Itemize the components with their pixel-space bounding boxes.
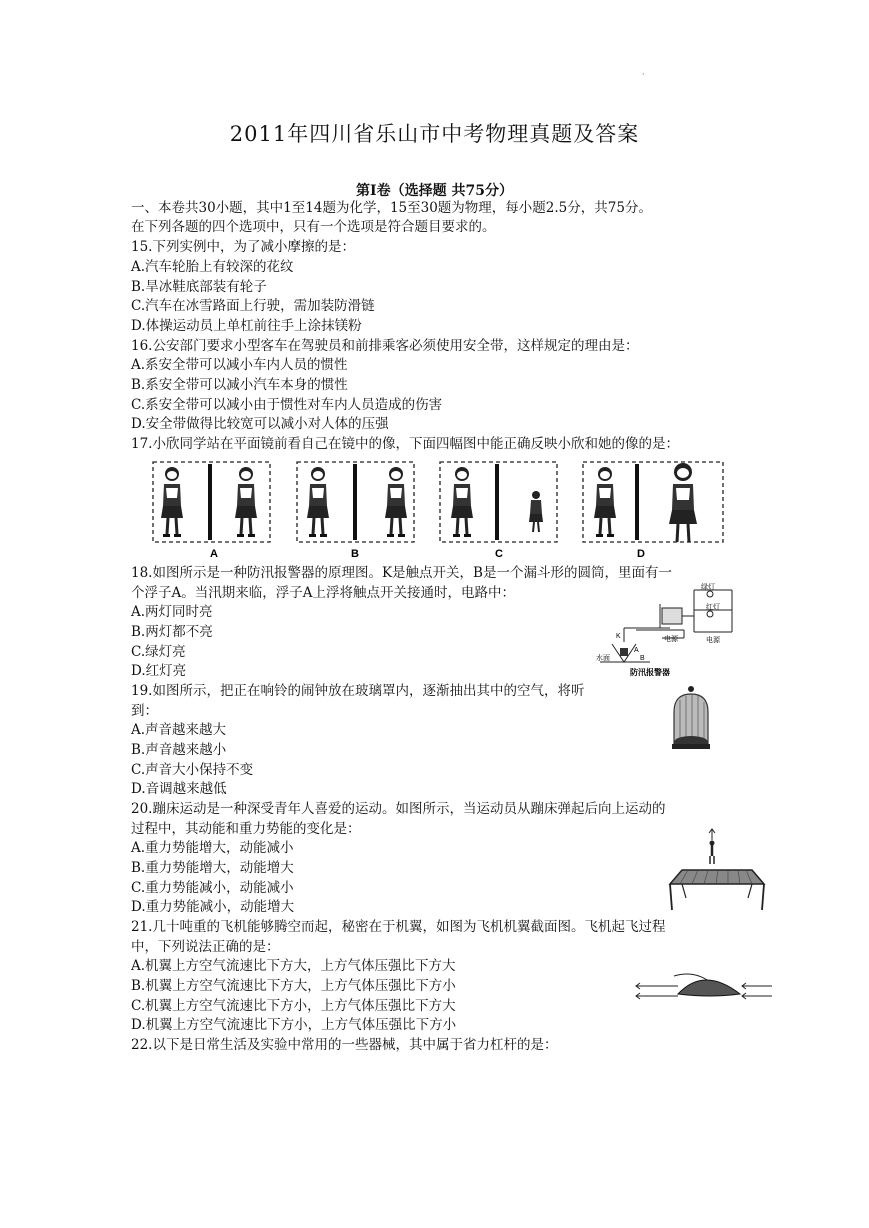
q19-option-a: A.声音越来越大 xyxy=(131,722,227,738)
intro-line-1: 一、本卷共30小题，其中1至14题为化学，15至30题为物理，每小题2.5分，共75分。 xyxy=(131,200,652,216)
section-heading: 第Ⅰ卷（选择题 共75分） xyxy=(356,183,513,199)
q19-option-c: C.声音大小保持不变 xyxy=(131,762,254,778)
q18-option-c: C.绿灯亮 xyxy=(131,644,186,660)
q20-stem-line-1: 20.蹦床运动是一种深受青年人喜爱的运动。如图所示，当运动员从蹦床弹起后向上运动的 xyxy=(131,801,666,817)
intro-line-2: 在下列各题的四个选项中，只有一个选项是符合题目要求的。 xyxy=(131,219,496,235)
q16-option-d: D.安全带做得比较宽可以减小对人体的压强 xyxy=(131,416,389,432)
q19-stem-line-2: 到： xyxy=(131,703,158,719)
q21-stem-line-2: 中，下列说法正确的是： xyxy=(131,939,280,955)
q18-option-d: D.红灯亮 xyxy=(131,663,187,679)
q21-option-c: C.机翼上方空气流速比下方小，上方气体压强比下方大 xyxy=(131,998,456,1014)
q16-option-c: C.系安全带可以减小由于惯性对车内人员造成的伤害 xyxy=(131,397,443,413)
q17-label-c: C xyxy=(495,548,503,560)
q17-panel-b xyxy=(297,462,414,542)
q15-option-c: C.汽车在冰雪路面上行驶，需加装防滑链 xyxy=(131,298,375,314)
q18-label-b: B xyxy=(640,655,645,662)
q20-option-b: B.重力势能增大，动能增大 xyxy=(131,860,294,876)
q20-option-c: C.重力势能减小，动能减小 xyxy=(131,880,294,896)
q17-label-d: D xyxy=(637,548,645,560)
q18-label-power-2: 电源 xyxy=(706,637,720,644)
q18-label-k: K xyxy=(616,633,621,640)
q18-label-water: 水面 xyxy=(596,655,610,662)
q21-option-a: A.机翼上方空气流速比下方大，上方气体压强比下方大 xyxy=(131,958,456,974)
q18-label-a: A xyxy=(634,647,639,654)
q17-panel-c xyxy=(440,462,557,542)
q18-stem-line-2: 个浮子A。当汛期来临，浮子A上浮将触点开关接通时，电路中： xyxy=(131,585,515,601)
q17-label-b: B xyxy=(351,548,359,560)
q20-trampoline-figure xyxy=(668,826,768,912)
q20-option-a: A.重力势能增大，动能减小 xyxy=(131,840,294,856)
q18-option-b: B.两灯都不亮 xyxy=(131,624,213,640)
q18-label-power-1: 电源 xyxy=(664,636,678,643)
q16-option-a: A.系安全带可以减小车内人员的惯性 xyxy=(131,357,348,373)
q18-option-a: A.两灯同时亮 xyxy=(131,604,213,620)
q16-option-b: B.系安全带可以减小汽车本身的惯性 xyxy=(131,377,348,393)
q17-panel-d xyxy=(583,462,723,542)
q15-option-a: A.汽车轮胎上有较深的花纹 xyxy=(131,259,294,275)
q15-stem: 15.下列实例中，为了减小摩擦的是： xyxy=(131,239,355,255)
q21-wing-figure xyxy=(634,968,774,1006)
q21-option-d: D.机翼上方空气流速比下方小，上方气体压强比下方小 xyxy=(131,1017,457,1033)
q15-option-d: D.体操运动员上单杠前往手上涂抹镁粉 xyxy=(131,318,362,334)
q17-label-a: A xyxy=(210,548,218,560)
q19-stem-line-1: 19.如图所示，把正在响铃的闹钟放在玻璃罩内，逐渐抽出其中的空气，将听 xyxy=(131,683,585,699)
q18-stem-line-1: 18.如图所示是一种防汛报警器的原理图。K是触点开关，B是一个漏斗形的圆筒，里面有一 xyxy=(131,565,672,581)
q15-option-b: B.旱冰鞋底部装有轮子 xyxy=(131,279,267,295)
q19-bell-jar-figure xyxy=(668,684,714,752)
stray-dot: · xyxy=(642,70,645,79)
q16-stem: 16.公安部门要求小型客车在驾驶员和前排乘客必须使用安全带，这样规定的理由是： xyxy=(131,338,639,354)
q19-option-b: B.声音越来越小 xyxy=(131,742,227,758)
q18-label-red-lamp: 红灯 xyxy=(706,604,720,611)
q22-stem: 22.以下是日常生活及实验中常用的一些器械，其中属于省力杠杆的是： xyxy=(131,1037,558,1053)
document-title: 2011年四川省乐山市中考物理真题及答案 xyxy=(229,122,640,146)
q17-stem: 17.小欣同学站在平面镜前看自己在镜中的像，下面四幅图中能正确反映小欣和她的像的是： xyxy=(131,436,679,452)
q19-option-d: D.音调越来越低 xyxy=(131,781,227,797)
q18-figure-caption: 防汛报警器 xyxy=(630,668,670,677)
q18-label-green-lamp: 绿灯 xyxy=(701,584,715,591)
q17-panel-a xyxy=(153,462,270,542)
q21-option-b: B.机翼上方空气流速比下方大，上方气体压强比下方小 xyxy=(131,978,456,994)
q20-stem-line-2: 过程中，其动能和重力势能的变化是： xyxy=(131,821,361,837)
q17-mirror-figure xyxy=(150,458,730,562)
q20-option-d: D.重力势能减小，动能增大 xyxy=(131,899,295,915)
q21-stem-line-1: 21.几十吨重的飞机能够腾空而起，秘密在于机翼，如图为飞机机翼截面图。飞机起飞过程 xyxy=(131,919,666,935)
q18-flood-alarm-figure xyxy=(594,582,740,678)
